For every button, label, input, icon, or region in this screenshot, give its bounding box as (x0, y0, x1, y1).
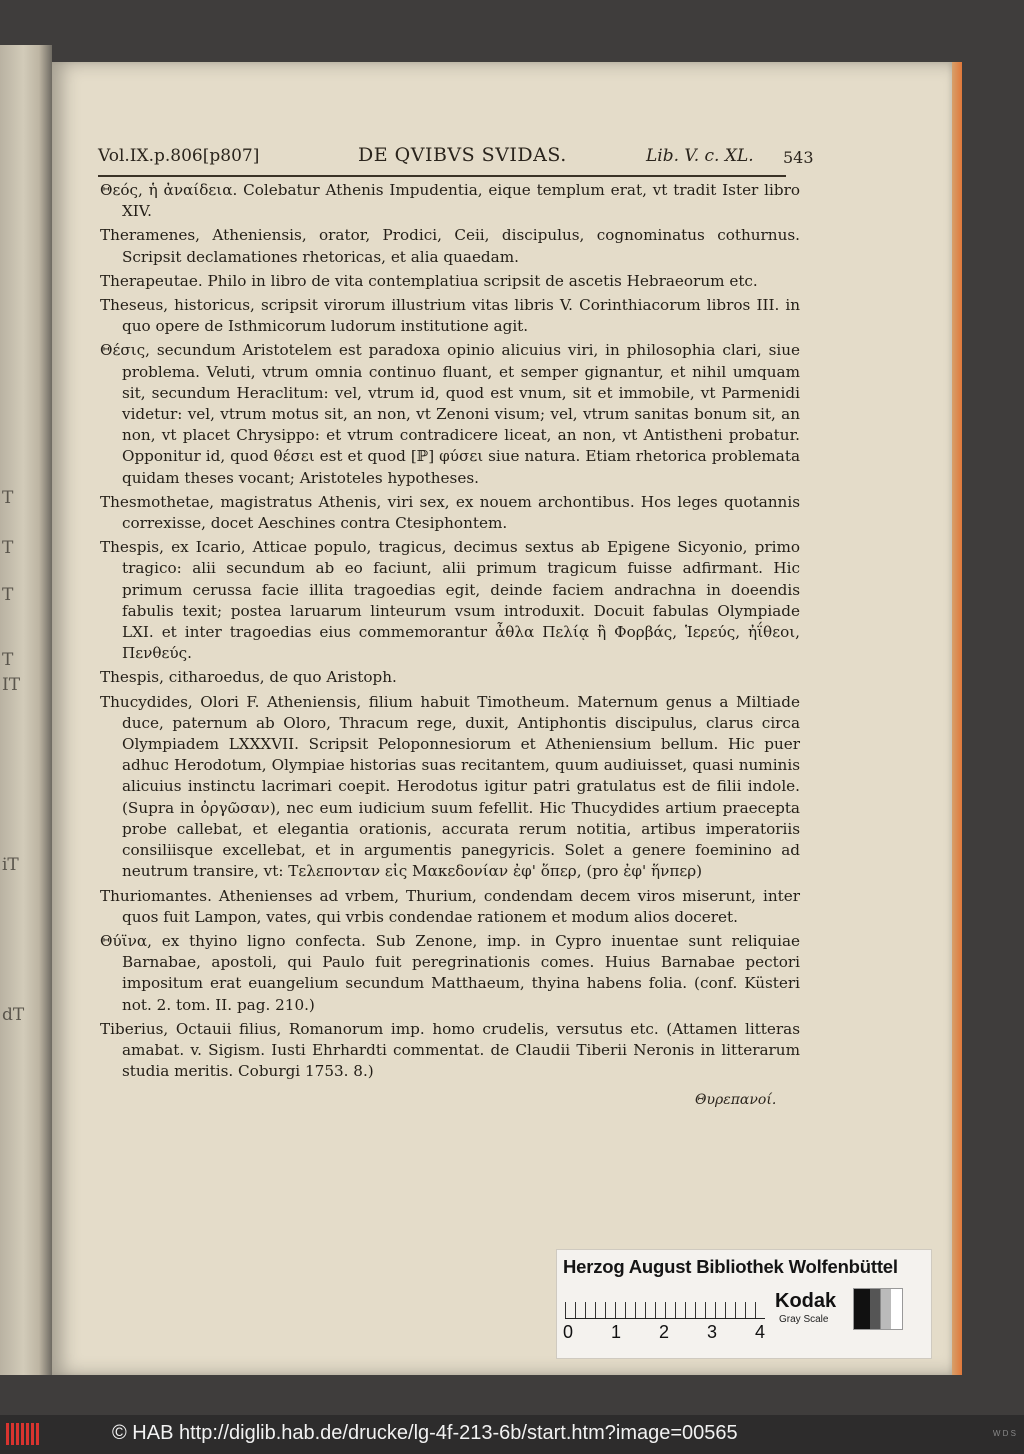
ruler-numbers (563, 1322, 773, 1346)
entry-therapeutae: Therapeutae. Philo in libro de vita contemplatiua scripsit de ascetis Hebraeorum etc. (100, 271, 758, 290)
page-number: 543 (783, 148, 814, 167)
entry-theos: Θεός, ἡ ἀναίδεια. Colebatur Athenis Impudentia, eique templum erat, vt tradit Ister libro XIV. (100, 181, 800, 221)
gray-scale-swatch (853, 1288, 903, 1330)
catchword: Θυρεπανοί. (695, 1092, 777, 1108)
ruler-number: 3 (707, 1322, 718, 1342)
entry-tiberius: Tiberius, Octauii filius, Romanorum imp. homo crudelis, versutus etc. (Attamen litteras amabat. v. Sigism. Iusti Ehrhardti commentat. de Claudii Tiberii Neronis in litterarum studia meritis. Coburgi 1753. 8.) (100, 1019, 800, 1081)
entry-thucydides: Thucydides, Olori F. Atheniensis, filium habuit Timotheum. Maternum genus a Miltiade duce, paternum ab Oloro, Thracum rege, duxit, Antiphontis discipulus, clarus circa Olympiadem LXXXVII. Scripsit Peloponnesiorum et Atheniensium bellum. Hic puer adhuc Herodotum, Olympiae historias suas recitantem, quum audiuisset, quasi numinis alicuius instinctu lacrimari coepit. Herodotus igitur patri gratulatus est de filii indole. (Supra in ὀργῶσαν), nec eum iudicium suum fefellit. Hic Thucydides artium praecepta probe callebat, et elegantia orationis, accurata rerum notitia, artibus imperatoriis consiliisque excellebat, et in argumentis panegyricis. Solet a genere foeminino ad neutrum transire, vt: Τελεπονταν εἰς Μακεδονίαν ἐφ' ὅπερ, (pro ἐφ' ἥνπερ) (100, 692, 800, 881)
page-title: DE QVIBVS SVIDAS. (358, 144, 567, 166)
entry-thyina: Θύϊνα, ex thyino ligno confecta. Sub Zenone, imp. in Cypro inuentae sunt reliquiae Barnabae, apostoli, qui Paulo fuit peregrinationis comes. Huius Barnabae pectori impositum erat euangelium secundum Matthaeum, thyina habens folia. (conf. Küsteri not. 2. tom. II. pag. 210.) (100, 931, 800, 1014)
library-label (556, 1249, 932, 1359)
ruler-number: 1 (611, 1322, 622, 1342)
left-page-edge (0, 45, 52, 1375)
volume-reference: Vol.IX.p.806[p807] (98, 146, 260, 166)
left-page-fragment: T (2, 538, 14, 558)
ruler-number: 0 (563, 1322, 574, 1342)
left-page-fragment: T (2, 650, 14, 670)
left-page-fragment: T (2, 488, 14, 508)
entry-thespis-tragicus: Thespis, ex Icario, Atticae populo, tragicus, decimus sextus ab Epigene Sicyonio, primo tragico: alii secundum ab eo faciunt, alii primum tragicum fuisse adfirmant. Hic primum cerussa facie illita tragoedias egit, deinde faciem andrachna in doeendis fabulis texit; postea laruarum linteurum vsum introduxit. Docuit fabulas Olympiade LXI. et inter tragoedias eius commemorantur ἆθλα Πελίᾳ ἢ Φορβάς, Ἱερεύς, ἠΐθεοι, Πενθεύς. (100, 538, 800, 663)
entry-theramenes: Theramenes, Atheniensis, orator, Prodici, Ceii, discipulus, cognominatus cothurnus. Scripsit declamationes rhetoricas, et alia quaedam. (100, 226, 800, 266)
ruler-number: 2 (659, 1322, 670, 1342)
book-chapter: Lib. V. c. XL. (646, 146, 754, 166)
entry-theseus: Theseus, historicus, scripsit virorum illustrium vitas libris V. Corinthiacorum libros III. in quo opere de Isthmicorum ludorum institutione agit. (100, 296, 800, 336)
entry-thespis-citharoedus: Thespis, citharoedus, de quo Aristoph. (100, 668, 397, 687)
footer-mark: W D S (992, 1429, 1016, 1438)
hab-logo-icon (6, 1423, 40, 1445)
entry-thesis: Θέσις, secundum Aristotelem est paradoxa opinio alicuius viri, in philosophia clari, siue problema. Veluti, vtrum omnia continuo fluant, et semper gignantur, et nihil umquam sit, secundum Heraclitum: vel, vtrum id, quod est vnum, sit et immobile, vt Parmenidi videtur: vel, vtrum motus sit, an non, vt Zenoni visum; vel, vtrum sanitas bonum sit, an non, vt placet Chrysippo: et vtrum contradicere liceat, an non, vt Antistheni probatur. Opponitur id, quod θέσει est et quod [ℙ] φύσει siue natura. Etiam rhetorica problemata quidam theses vocant; Aristoteles hypotheses. (100, 341, 800, 487)
source-url[interactable]: © HAB http://diglib.hab.de/drucke/lg-4f-213-6b/start.htm?image=00565 (112, 1422, 738, 1444)
scale-ruler (565, 1288, 765, 1319)
body-text (100, 180, 800, 1085)
left-page-fragment: IT (2, 675, 21, 695)
entry-thuriomantes: Thuriomantes. Athenienses ad vrbem, Thurium, condendam decem viros miserunt, inter quos fuit Lampon, vates, qui vrbis condendae rationem et modum alios doceret. (100, 886, 800, 926)
left-page-fragment: dT (2, 1005, 25, 1025)
left-page-fragment: iT (2, 855, 19, 875)
page-edge (952, 62, 962, 1375)
footer-bar (0, 1415, 1024, 1454)
ruler-number: 4 (755, 1322, 766, 1342)
header-rule (98, 175, 786, 177)
gray-scale-label: Gray Scale (779, 1314, 829, 1325)
kodak-logo: Kodak (775, 1290, 837, 1312)
library-name: Herzog August Bibliothek Wolfenbüttel (563, 1256, 898, 1277)
left-page-fragment: T (2, 585, 14, 605)
running-head (98, 144, 814, 172)
entry-thesmothetae: Thesmothetae, magistratus Athenis, viri sex, ex nouem archontibus. Hos leges quotannis correxisse, docet Aeschines contra Ctesiphontem. (100, 492, 800, 533)
